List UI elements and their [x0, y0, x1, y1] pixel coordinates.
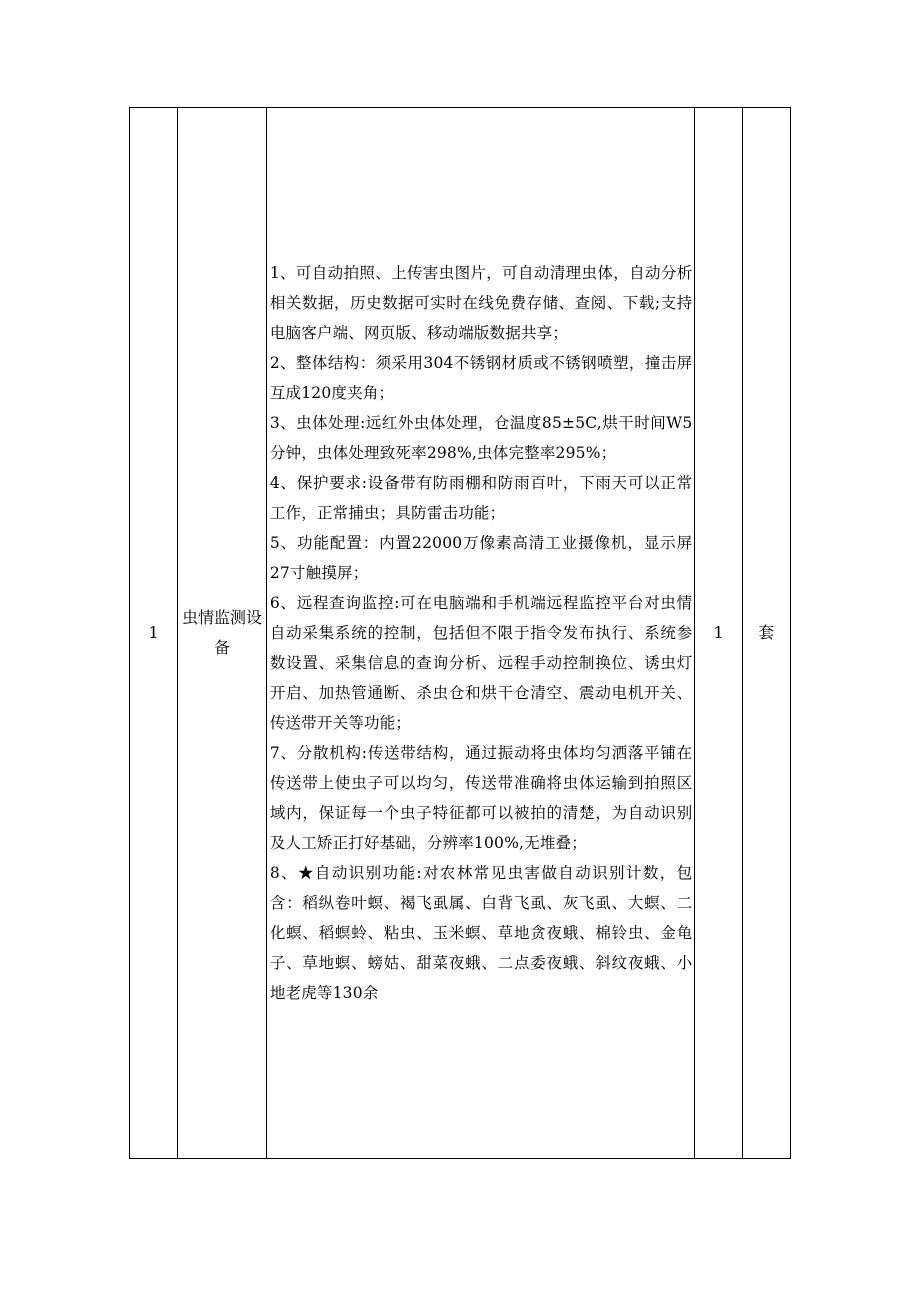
- spec-item-2: 2、整体结构：须采用304不锈钢材质或不锈钢喷塑，撞击屏互成120度夹角；: [269, 354, 693, 402]
- row-index: 1: [130, 108, 178, 1159]
- table-row: [130, 108, 791, 1159]
- item-unit: 套: [742, 108, 790, 1159]
- spec-item-5: 5、功能配置：内置22000万像素高清工业摄像机，显示屏27寸触摸屏；: [269, 534, 693, 582]
- spec-item-8: 8、★自动识别功能:对农林常见虫害做自动识别计数，包含：稻纵卷叶螟、褐飞虱属、白背飞虱、灰飞虱、大螟、二化螟、稻螟蛉、粘虫、玉米螟、草地贪夜蛾、棉铃虫、金龟子、草地螟、螃姑、甜菜夜蛾、二点委夜蛾、斜纹夜蛾、小地老虎等130余: [269, 864, 693, 1002]
- spec-item-7: 7、分散机构:传送带结构，通过振动将虫体均匀洒落平铺在传送带上使虫子可以均匀，传送带准确将虫体运输到拍照区域内，保证每一个虫子特征都可以被拍的清楚，为自动识别及人工矫正打好基础，分辨率100%,无堆叠；: [269, 744, 693, 852]
- spec-item-3: 3、虫体处理:远红外虫体处理，仓温度85±5C,烘干时间W5分钟，虫体处理致死率298%,虫体完整率295%；: [269, 414, 693, 462]
- item-quantity: 1: [695, 108, 742, 1159]
- spec-item-4: 4、保护要求:设备带有防雨棚和防雨百叶，下雨天可以正常工作，正常捕虫；具防雷击功能；: [269, 474, 693, 522]
- spec-list: [270, 258, 693, 1008]
- spec-item-1: 1、可自动拍照、上传害虫图片，可自动清理虫体，自动分析相关数据，历史数据可实时在线免费存储、查阅、下载;支持电脑客户端、网页版、移动端版数据共享；: [269, 264, 693, 342]
- spec-item-6: 6、远程查询监控:可在电脑端和手机端远程监控平台对虫情自动采集系统的控制，包括但不限于指令发布执行、系统参数设置、采集信息的查询分析、远程手动控制换位、诱虫灯开启、加热管通断、杀虫仓和烘干仓清空、震动电机开关、传送带开关等功能；: [269, 594, 693, 732]
- equipment-spec-table: [129, 107, 791, 1159]
- item-name: 虫情监测设备: [178, 108, 267, 1159]
- spec-description: [266, 108, 695, 1159]
